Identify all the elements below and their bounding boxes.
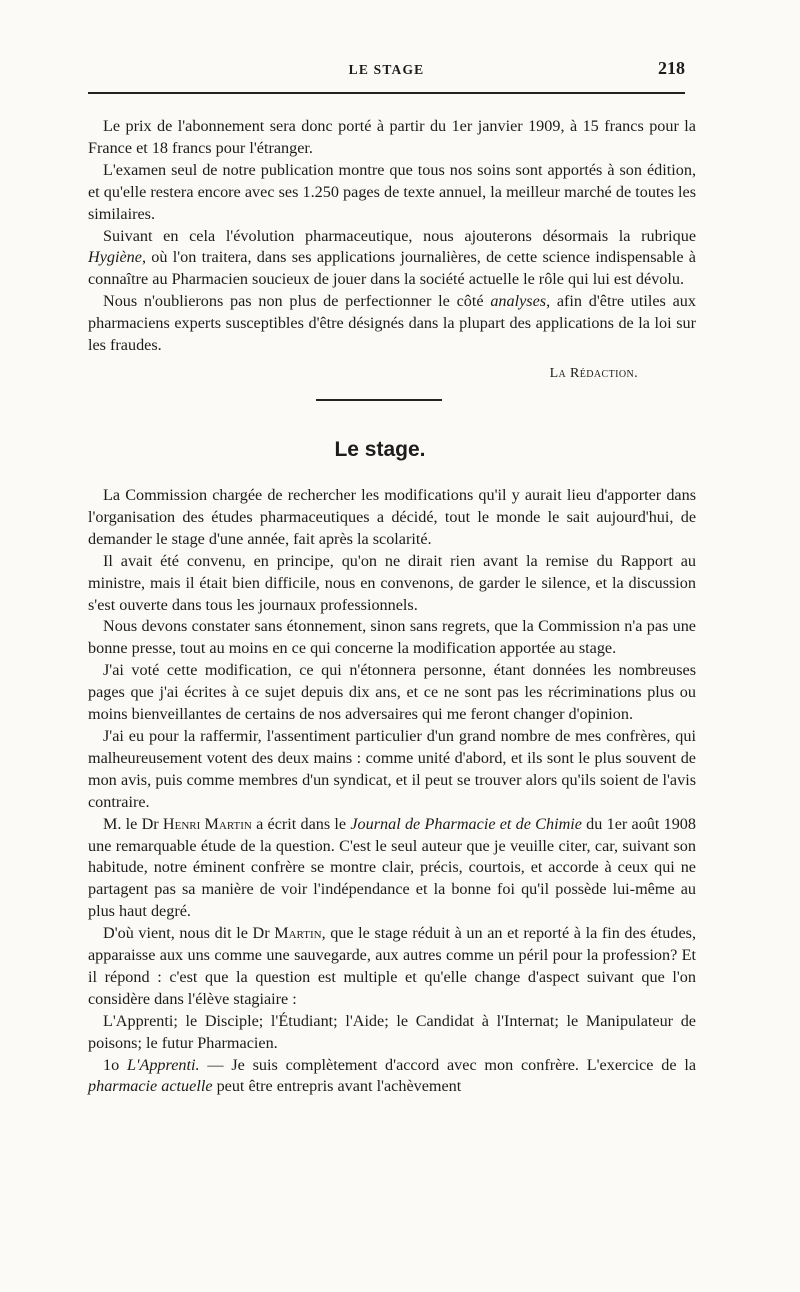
- section-title: Le stage.: [334, 438, 426, 461]
- page-number: 218: [658, 58, 685, 78]
- article-paragraph: L'Apprenti; le Disciple; l'Étudiant; l'Aide; le Candidat à l'Internat; le Manipulateur de poisons; le futur Pharmacien.: [88, 1011, 696, 1052]
- intro-paragraph: Le prix de l'abonnement sera donc porté à partir du 1er janvier 1909, à 15 francs pour la France et 18 francs pour l'étranger.: [88, 117, 696, 157]
- journal-title: Journal de Pharmacie et de Chimie: [350, 814, 582, 833]
- header-rule: [88, 92, 685, 94]
- text-run: 1o: [103, 1055, 127, 1074]
- text-run: , que le stage réduit à un an et reporté à la fin des études, apparaisse aux uns comme une sauvegarde, aux autres comme un péril pour la profession? Et il répond : c'est que la question est multiple et qu'elle change d'aspect suivant que l'on considère dans l'élève stagiaire :: [88, 924, 697, 1008]
- author-name: Henri Martin: [162, 814, 252, 833]
- article-paragraph: [88, 814, 696, 924]
- intro-paragraph: L'examen seul de notre publication montre que tous nos soins sont apportés à son édition, et qu'elle restera encore avec ses 1.250 pages de texte annuel, la meilleur marché de toutes les similaires.: [88, 160, 696, 223]
- text-run: a écrit dans le: [251, 814, 351, 833]
- article-paragraph: [88, 923, 696, 1011]
- article-paragraph: La Commission chargée de rechercher les modifications qu'il y aurait lieu d'apporter dans l'organisation des études pharmaceutiques a décidé, tout le monde le sait aujourd'hui, de demander le stage d'une année, fait après la scolarité.: [88, 486, 696, 548]
- text-run: Nous n'oublierons pas non plus de perfectionner le côté: [103, 292, 491, 311]
- emphasis-text: Hygiène: [88, 248, 142, 267]
- text-run: peut être entrepris avant l'achèvement: [212, 1077, 462, 1096]
- article-paragraph: J'ai eu pour la raffermir, l'assentiment particulier d'un grand nombre de mes confrères, qui malheureusement votent des deux mains : comme unité d'abord, et ils sont le plus souvent de mon avis, puis comme membres d'un syndicat, et il peut se trouver alors qu'ils soient de l'avis contraire.: [88, 726, 696, 811]
- text-run: D'où vient, nous dit le Dr: [103, 924, 275, 943]
- article-paragraph: Il avait été convenu, en principe, qu'on ne dirait rien avant la remise du Rapport au ministre, mais il était bien difficile, nous en convenons, de garder le silence, et la discussion s'est ouverte dans tous les journaux professionnels.: [88, 551, 696, 614]
- article-paragraph: J'ai voté cette modification, ce qui n'étonnera personne, étant données les nombreuses pages que j'ai écrites à ce sujet depuis dix ans, et ce ne sont pas les récriminations plus ou moins bienveillantes de certains de nos adversaires qui me feront changer d'opinion.: [88, 661, 696, 724]
- article-paragraph: Nous devons constater sans étonnement, sinon sans regrets, que la Commission n'a pas une bonne presse, tout au moins en ce qui concerne la modification apportée au stage.: [88, 617, 696, 658]
- text-run: Suivant en cela l'évolution pharmaceutique, nous ajouterons désormais la rubrique: [103, 226, 696, 245]
- page-header: [88, 58, 685, 88]
- intro-paragraph: [88, 291, 696, 357]
- intro-block: [88, 116, 696, 357]
- text-run: M. le Dr: [103, 814, 163, 833]
- running-title: LE STAGE: [348, 62, 425, 77]
- text-run: , afin d'être utiles aux pharmaciens experts susceptibles d'être désignés dans la plupart des applications de la loi sur les fraudes.: [88, 292, 696, 355]
- text-run: , où l'on traitera, dans ses applications journalières, de cette science indispensable à connaître au Pharmacien soucieux de jouer dans la société actuelle le rôle qui lui est dévolu.: [88, 248, 696, 289]
- emphasis-text: analyses: [490, 292, 547, 311]
- article-paragraph: [88, 1055, 696, 1099]
- emphasis-text: L'Apprenti.: [126, 1055, 200, 1074]
- author-name: Martin: [274, 924, 322, 943]
- section-separator: [316, 399, 442, 401]
- text-run: — Je suis complètement d'accord avec mon confrère. L'exercice de la: [199, 1055, 696, 1074]
- emphasis-text: pharmacie actuelle: [88, 1077, 213, 1096]
- stage-article: [88, 485, 696, 1098]
- intro-paragraph: [88, 226, 696, 292]
- signature: La Rédaction.: [549, 366, 638, 381]
- text-run: du 1er août 1908 une remarquable étude de la question. C'est le seul auteur que je veuille citer, car, suivant son habitude, notre éminent confrère se montre clair, précis, courtois, et accorde à ceux qui ne partagent pas sa manière de voir l'indépendance et la bonne foi qu'il possède lui-même au plus haut degré.: [88, 814, 696, 921]
